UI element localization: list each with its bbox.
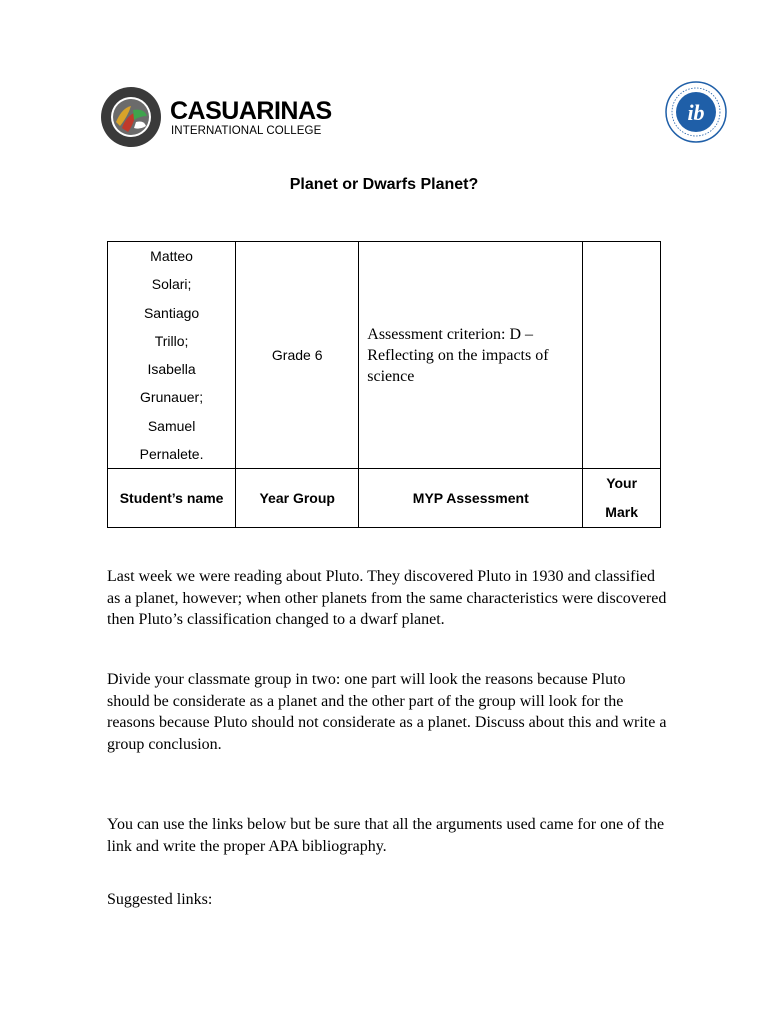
links-note-paragraph: You can use the links below but be sure that all the arguments used came for one of the link and write the proper APA bibliography. [107,816,665,855]
year-group-cell: Grade 6 [236,242,359,469]
student-name-line: Samuel [147,417,196,434]
student-name-line: Isabella [147,361,196,378]
student-name-line: Santiago [143,304,200,321]
student-name-line: Pernalete. [139,446,204,463]
school-crest-logo [100,86,162,148]
assessment-info-table [107,241,661,528]
student-name-line: Grunauer; [140,389,204,406]
student-name-line: Matteo [150,248,193,264]
school-name: CASUARINAS [170,97,332,125]
header-your-mark-line2: Mark [605,504,638,521]
instructions-paragraph: Divide your classmate group in two: one part will look the reasons because Pluto should be considerate as a planet and the other part of the group will look for the reasons because Pluto should not considerate as a planet. Discuss about this and write a group conclusion. [107,671,667,753]
assessment-criterion-cell: Assessment criterion: D – Reflecting on the impacts of science [359,242,583,469]
header-year-group: Year Group [236,469,359,528]
your-mark-cell [583,242,661,469]
header-students-name: Student’s name [108,469,236,528]
intro-paragraph: Last week we were reading about Pluto. They discovered Pluto in 1930 and classified as a planet, however; when other planets from the same characteristics were discovered then Pluto’s classification changed to a dwarf planet. [107,568,667,628]
header-your-mark-line1: Your [606,475,638,492]
student-name-line: Trillo; [154,332,189,349]
document-title: Planet or Dwarfs Planet? [289,176,479,193]
header-myp-assessment: MYP Assessment [359,469,583,528]
student-name-line: Solari; [151,276,192,293]
student-names-cell [108,242,236,469]
school-subtitle: INTERNATIONAL COLLEGE [171,125,322,137]
suggested-links-heading: Suggested links: [107,891,213,908]
header-your-mark [583,469,661,528]
ib-logo [664,80,728,144]
svg-text:ib: ib [687,100,705,125]
